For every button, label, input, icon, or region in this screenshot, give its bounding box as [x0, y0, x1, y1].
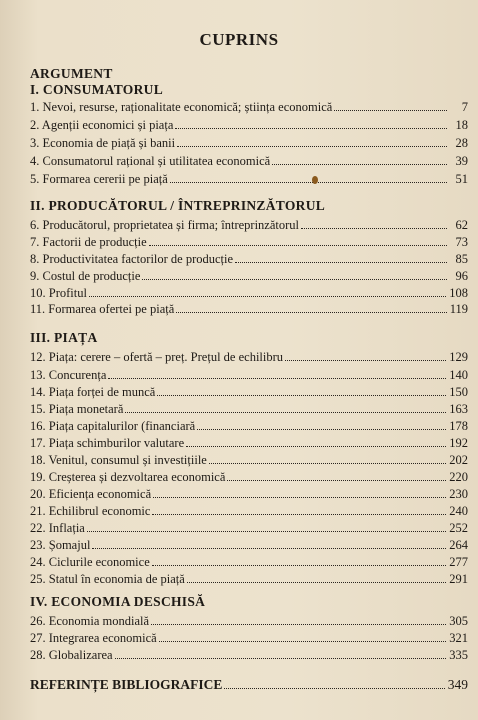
toc-entry-page: 220	[449, 470, 468, 484]
toc-entry	[30, 250, 468, 266]
section-heading-piata: III. PIAȚA	[30, 330, 98, 345]
toc-leader-dots	[285, 360, 446, 361]
toc-leader-dots	[170, 182, 447, 183]
toc-entry-page: 202	[449, 453, 468, 467]
toc-entry	[30, 629, 468, 645]
toc-leader-dots	[301, 228, 447, 229]
toc-entry-label: 4. Consumatorul rațional și utilitatea economică	[30, 154, 271, 168]
toc-entry-label: 15. Piața monetară	[30, 402, 124, 416]
references-label: REFERINȚE BIBLIOGRAFICE	[30, 677, 223, 692]
toc-entry	[30, 152, 468, 168]
toc-entry-page: 321	[449, 631, 468, 645]
toc-entry-label: 23. Șomajul	[30, 538, 91, 552]
toc-entry-page: 163	[449, 402, 468, 416]
toc-entry-page: 252	[449, 521, 468, 535]
toc-entry	[30, 400, 468, 416]
toc-entry	[30, 233, 468, 249]
toc-entry-page: 264	[449, 538, 468, 552]
page-title: CUPRINS	[199, 30, 279, 49]
toc-entry-label: 1. Nevoi, resurse, raționalitate economică; știința economică	[30, 100, 333, 114]
toc-entry-label: 2. Agenții economici și piața	[30, 118, 174, 132]
toc-entry-page: 96	[455, 269, 468, 283]
toc-leader-dots	[175, 128, 447, 129]
toc-entry-page: 291	[449, 572, 468, 586]
ink-stain	[312, 176, 318, 184]
toc-leader-dots	[152, 514, 446, 515]
section-heading-producatorul: II. PRODUCĂTORUL / ÎNTREPRINZĂTORUL	[30, 198, 326, 213]
toc-entry-page: 305	[449, 614, 468, 628]
section-heading-argument: ARGUMENT	[30, 66, 113, 81]
toc-entry-page: 119	[449, 302, 468, 316]
toc-entry	[30, 646, 468, 662]
toc-entry-label: 14. Piața forței de muncă	[30, 385, 156, 399]
toc-entry-label: 21. Echilibrul economic	[30, 504, 151, 518]
toc-entry-page: 28	[455, 136, 468, 150]
toc-leader-dots	[197, 429, 446, 430]
toc-entry	[30, 366, 468, 382]
toc-leader-dots	[157, 395, 446, 396]
toc-leader-dots	[115, 658, 447, 659]
toc-leader-dots	[159, 641, 447, 642]
toc-entry	[30, 485, 468, 501]
toc-entry	[30, 417, 468, 433]
toc-entry-page: 335	[449, 648, 468, 662]
toc-entry-label: 16. Piața capitalurilor (financiară	[30, 419, 196, 433]
toc-entry	[30, 300, 468, 316]
toc-leader-dots	[176, 312, 446, 313]
toc-entry-label: 26. Economia mondială	[30, 614, 150, 628]
toc-entry	[30, 348, 468, 364]
toc-entry	[30, 383, 468, 399]
toc-entry-page: 150	[449, 385, 468, 399]
toc-entry	[30, 502, 468, 518]
toc-leader-dots	[209, 463, 446, 464]
toc-entry-page: 192	[449, 436, 468, 450]
toc-entry-label: 20. Eficiența economică	[30, 487, 152, 501]
toc-leader-dots	[177, 146, 447, 147]
section-heading-consumatorul: I. CONSUMATORUL	[30, 82, 164, 97]
toc-entry	[30, 570, 468, 586]
toc-entry-label: 8. Productivitatea factorilor de producție	[30, 252, 234, 266]
toc-entry	[30, 216, 468, 232]
toc-entry-page: 7	[461, 100, 468, 114]
toc-entry	[30, 98, 468, 114]
toc-entry-label: 5. Formarea cererii pe piață	[30, 172, 168, 186]
toc-references	[30, 676, 468, 692]
toc-entry-label: 27. Integrarea economică	[30, 631, 157, 645]
toc-entry-page: 240	[449, 504, 468, 518]
toc-leader-dots	[153, 497, 446, 498]
toc-entry-label: 6. Producătorul, proprietatea și firma; întreprinzătorul	[30, 218, 300, 232]
toc-leader-dots	[334, 110, 447, 111]
toc-leader-dots	[152, 565, 446, 566]
toc-entry-label: 11. Formarea ofertei pe piață	[30, 302, 175, 316]
toc-entry-page: 108	[449, 286, 468, 300]
toc-leader-dots	[227, 480, 446, 481]
toc-entry-label: 7. Factorii de producție	[30, 235, 147, 249]
toc-leader-dots	[186, 446, 446, 447]
toc-entry-label: 17. Piața schimburilor valutare	[30, 436, 185, 450]
toc-entry-label: 25. Statul în economia de piață	[30, 572, 185, 586]
references-page: 349	[447, 677, 468, 692]
toc-entry-page: 62	[455, 218, 468, 232]
toc-entry	[30, 134, 468, 150]
toc-leader-dots	[87, 531, 446, 532]
toc-entry	[30, 519, 468, 535]
toc-leader-dots	[142, 279, 447, 280]
toc-entry-page: 140	[449, 368, 468, 382]
toc-entry-page: 277	[449, 555, 468, 569]
toc-entry-page: 39	[455, 154, 468, 168]
toc-entry	[30, 284, 468, 300]
toc-leader-dots	[89, 296, 446, 297]
toc-entry-page: 178	[449, 419, 468, 433]
toc-leader-dots	[151, 624, 446, 625]
toc-entry-label: 28. Globalizarea	[30, 648, 113, 662]
toc-leader-dots	[125, 412, 446, 413]
toc-leader-dots	[224, 688, 444, 689]
toc-entry-label: 22. Inflația	[30, 521, 85, 535]
toc-entry	[30, 451, 468, 467]
toc-entry-label: 24. Ciclurile economice	[30, 555, 150, 569]
toc-leader-dots	[235, 262, 447, 263]
toc-entry-page: 51	[455, 172, 468, 186]
toc-leader-dots	[187, 582, 446, 583]
toc-leader-dots	[108, 378, 446, 379]
toc-entry	[30, 536, 468, 552]
toc-entry	[30, 170, 468, 186]
toc-entry-page: 129	[449, 350, 468, 364]
toc-entry-label: 19. Creșterea și dezvoltarea economică	[30, 470, 226, 484]
toc-entry-label: 18. Venitul, consumul și investițiile	[30, 453, 207, 467]
toc-entry	[30, 267, 468, 283]
toc-entry-label: 3. Economia de piață și banii	[30, 136, 176, 150]
toc-leader-dots	[272, 164, 447, 165]
toc-entry	[30, 612, 468, 628]
toc-entry-label: 12. Piața: cerere – ofertă – preț. Prețul de echilibru	[30, 350, 284, 364]
toc-entry-label: 9. Costul de producție	[30, 269, 141, 283]
toc-entry	[30, 434, 468, 450]
toc-entry	[30, 553, 468, 569]
section-heading-economia-deschisa: IV. ECONOMIA DESCHISĂ	[30, 594, 206, 609]
toc-entry-page: 85	[455, 252, 468, 266]
toc-entry	[30, 468, 468, 484]
toc-leader-dots	[149, 245, 447, 246]
toc-entry-page: 230	[449, 487, 468, 501]
toc-entry-label: 13. Concurența	[30, 368, 107, 382]
toc-entry-page: 73	[455, 235, 468, 249]
toc-leader-dots	[92, 548, 446, 549]
toc-entry-page: 18	[455, 118, 468, 132]
toc-entry	[30, 116, 468, 132]
toc-entry-label: 10. Profitul	[30, 286, 87, 300]
